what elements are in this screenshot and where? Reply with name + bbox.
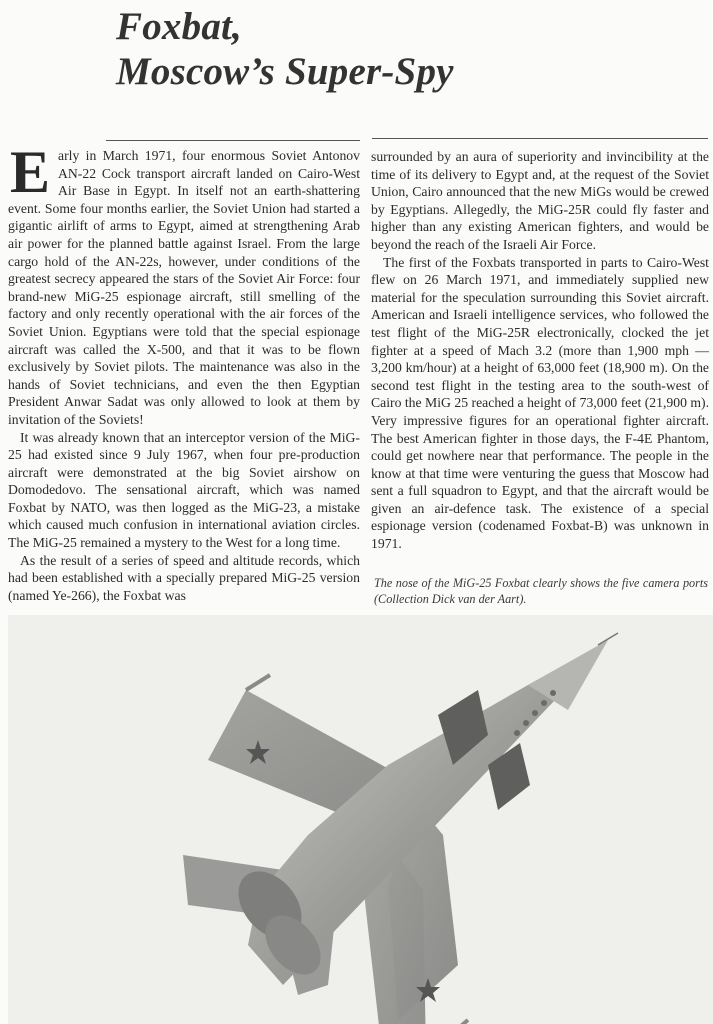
photo-caption: The nose of the MiG-25 Foxbat clearly shows the five camera ports (Collection Dick van der Aart). bbox=[374, 576, 708, 606]
drop-cap: E bbox=[10, 139, 51, 205]
paragraph: It was already known that an interceptor version of the MiG-25 had existed since 9 July 1967, when four pre-production aircraft were demonstrated at the big Soviet airshow on Domodedovo. The sensational aircraft, which was named Foxbat by NATO, was then logged as the MiG-23, a mistake which caused much confusion in international aviation circles. The MiG-25 remained a mystery to the West for a long time. bbox=[8, 429, 360, 551]
camera-port bbox=[541, 700, 547, 706]
paragraph: Early in March 1971, four enormous Soviet Antonov AN-22 Cock transport aircraft landed on Cairo-West Air Base in Egypt. In itself not an earth-shattering event. Some four months earlier, the Soviet Union had started a gigantic airlift of arms to Egypt, aimed at strengthening Arab air power for the planned battle against Israel. From the large cargo hold of the AN-22s, however, under conditions of the greatest secrecy appeared the stars of the Soviet Air Force: four brand-new MiG-25 espionage aircraft, still smelling of the factory and only recently operational with the air forces of the Soviet Union. Egyptians were told that the special espionage aircraft was called the X-500, and that it was to be flown exclusively by Soviet pilots. The maintenance was also in the hands of Soviet technicians, and even the then Egyptian President Anwar Sadat was only allowed to look at them by invitation of the Soviets! bbox=[8, 139, 360, 427]
right-column bbox=[371, 148, 709, 553]
left-column bbox=[8, 139, 360, 604]
left-column-rule bbox=[106, 140, 360, 141]
camera-port bbox=[523, 720, 529, 726]
paragraph: As the result of a series of speed and altitude records, which had been established with a specially prepared MiG-25 version (named Ye-266), the Foxbat was bbox=[8, 552, 360, 603]
camera-port bbox=[514, 730, 520, 736]
paragraph: The first of the Foxbats transported in parts to Cairo-West flew on 26 March 1971, and immediately supplied new material for the speculation surrounding this Soviet aircraft. American and Israeli intelligence services, who followed the test flight of the MiG-25R electronically, clocked the jet fighter at a speed of Mach 3.2 (more than 1,900 mph — 3,200 km/hour) at a height of 63,000 feet (18,900 m). On the second test flight in the testing area to the south-west of Cairo the MiG 25 reached a height of 73,000 feet (21,900 m). Very impressive figures for an operational fighter aircraft. The best American fighter in those days, the F-4E Phantom, could get nowhere near that performance. The people in the know at that time were venturing the guess that Moscow had sent a full squadron to Egypt, and that the aircraft would be given an air-defence task. The existence of a special espionage version (codenamed Foxbat-B) was unknown in 1971. bbox=[371, 254, 709, 552]
title-line-1: Foxbat, bbox=[116, 5, 242, 48]
paragraph: surrounded by an aura of superiority and invincibility at the time of its delivery to Egypt and, at the request of the Soviet Union, Cairo announced that the new MiGs would be crewed by Egyptians. Allegedly, the MiG-25R could fly faster and higher than any existing American fighters, and would be beyond the reach of the Israeli Air Force. bbox=[371, 149, 709, 252]
article-title bbox=[116, 4, 454, 94]
title-line-2: Moscow’s Super-Spy bbox=[116, 50, 454, 93]
camera-port bbox=[550, 690, 556, 696]
right-column-rule bbox=[372, 138, 708, 139]
camera-port bbox=[532, 710, 538, 716]
aircraft-photo bbox=[8, 615, 713, 1024]
mig25-aircraft-illustration bbox=[8, 615, 713, 1024]
